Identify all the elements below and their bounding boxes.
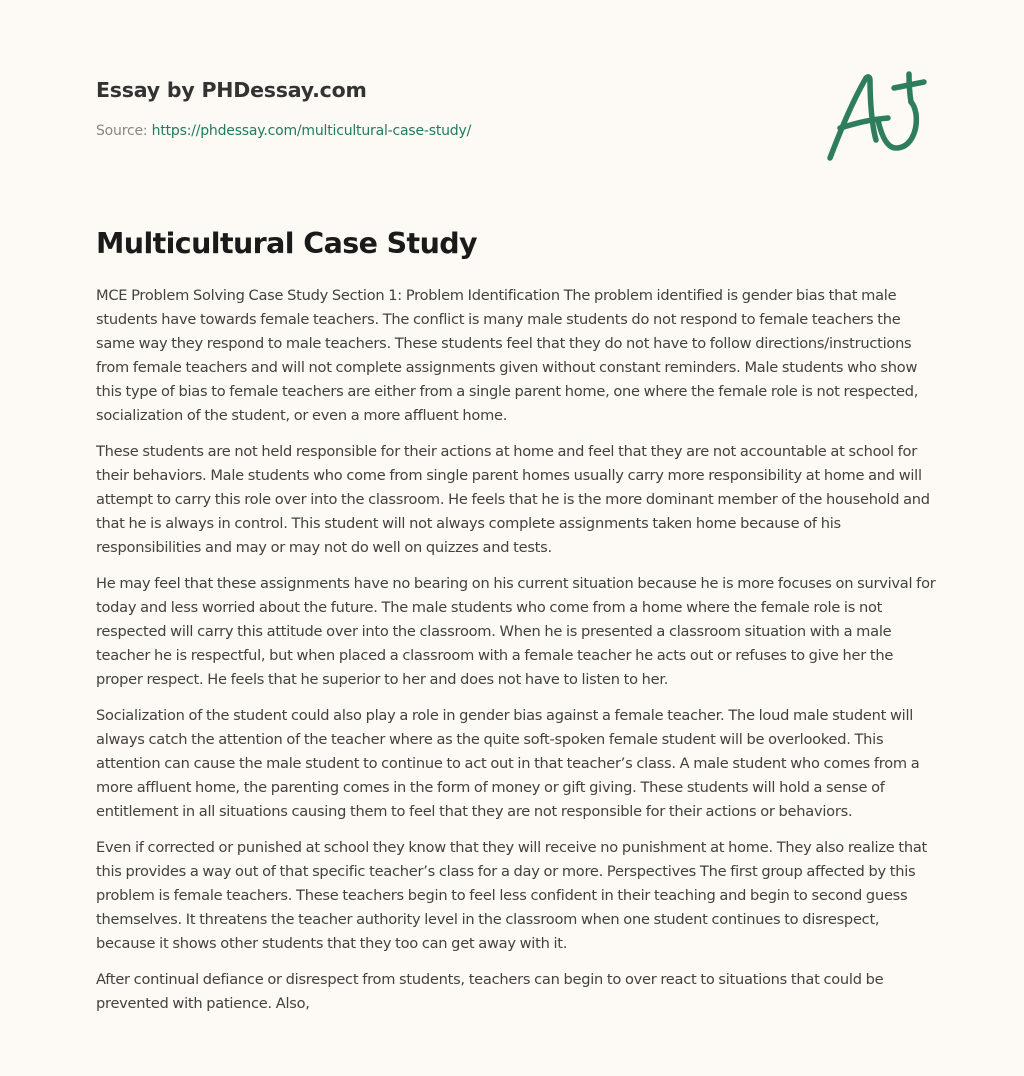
- source-line: [96, 121, 936, 141]
- paragraph: MCE Problem Solving Case Study Section 1: Problem Identification The problem identified is gender bias that male students have towards female teachers. The conflict is many male students do not respond to female teachers the same way they respond to male teachers. These students feel that they do not have to follow directions/instructions from female teachers and will not complete assignments given without constant reminders. Male students who show this type of bias to female teachers are either from a single parent home, one where the female role is not respected, socialization of the student, or even a more affluent home.: [96, 287, 919, 424]
- paragraph: He may feel that these assignments have no bearing on his current situation because he is more focuses on survival for today and less worried about the future. The male students who come from a home where the female role is not respected will carry this attitude over into the classroom. When he is presented a classroom situation with a male teacher he is respectful, but when placed a classroom with a female teacher he acts out or refuses to give her the proper respect. He feels that he superior to her and does not have to listen to her.: [96, 575, 936, 688]
- brand-title: Essay by PHDessay.com: [96, 78, 367, 102]
- paragraph: Socialization of the student could also play a role in gender bias against a female teacher. The loud male student will always catch the attention of the teacher where as the quite soft-spoken female student will be overlooked. This attention can cause the male student to continue to act out in that teacher’s class. A male student who comes from a more affluent home, the parenting comes in the form of money or gift giving. These students will hold a sense of entitlement in all situations causing them to feel that they are not responsible for their actions or behaviors.: [96, 707, 920, 820]
- source-link[interactable]: https://phdessay.com/multicultural-case-study/: [151, 123, 472, 139]
- a-plus-grade-icon: [818, 62, 938, 172]
- paragraph: These students are not held responsible for their actions at home and feel that they are not accountable at school for their behaviors. Male students who come from single parent homes usually carry more responsibility at home and will attempt to carry this role over into the classroom. He feels that he is the more dominant member of the household and that he is always in control. This student will not always complete assignments taken home because of his responsibilities and may or may not do well on quizzes and tests.: [96, 443, 930, 556]
- source-label: Source:: [96, 123, 152, 139]
- paragraph: Even if corrected or punished at school they know that they will receive no punishment at home. They also realize that this provides a way out of that specific teacher’s class for a day or more. Perspectives The first group affected by this problem is female teachers. These teachers begin to feel less confident in their teaching and begin to second guess themselves. It threatens the teacher authority level in the classroom when one student continues to disrespect, because it shows other students that they too can get away with it.: [96, 839, 927, 952]
- page-header: [96, 76, 936, 176]
- paragraph: After continual defiance or disrespect from students, teachers can begin to over react to situations that could be prevented with patience. Also,: [96, 971, 884, 1012]
- essay-body: [96, 284, 936, 1028]
- document-title: Multicultural Case Study: [96, 227, 478, 260]
